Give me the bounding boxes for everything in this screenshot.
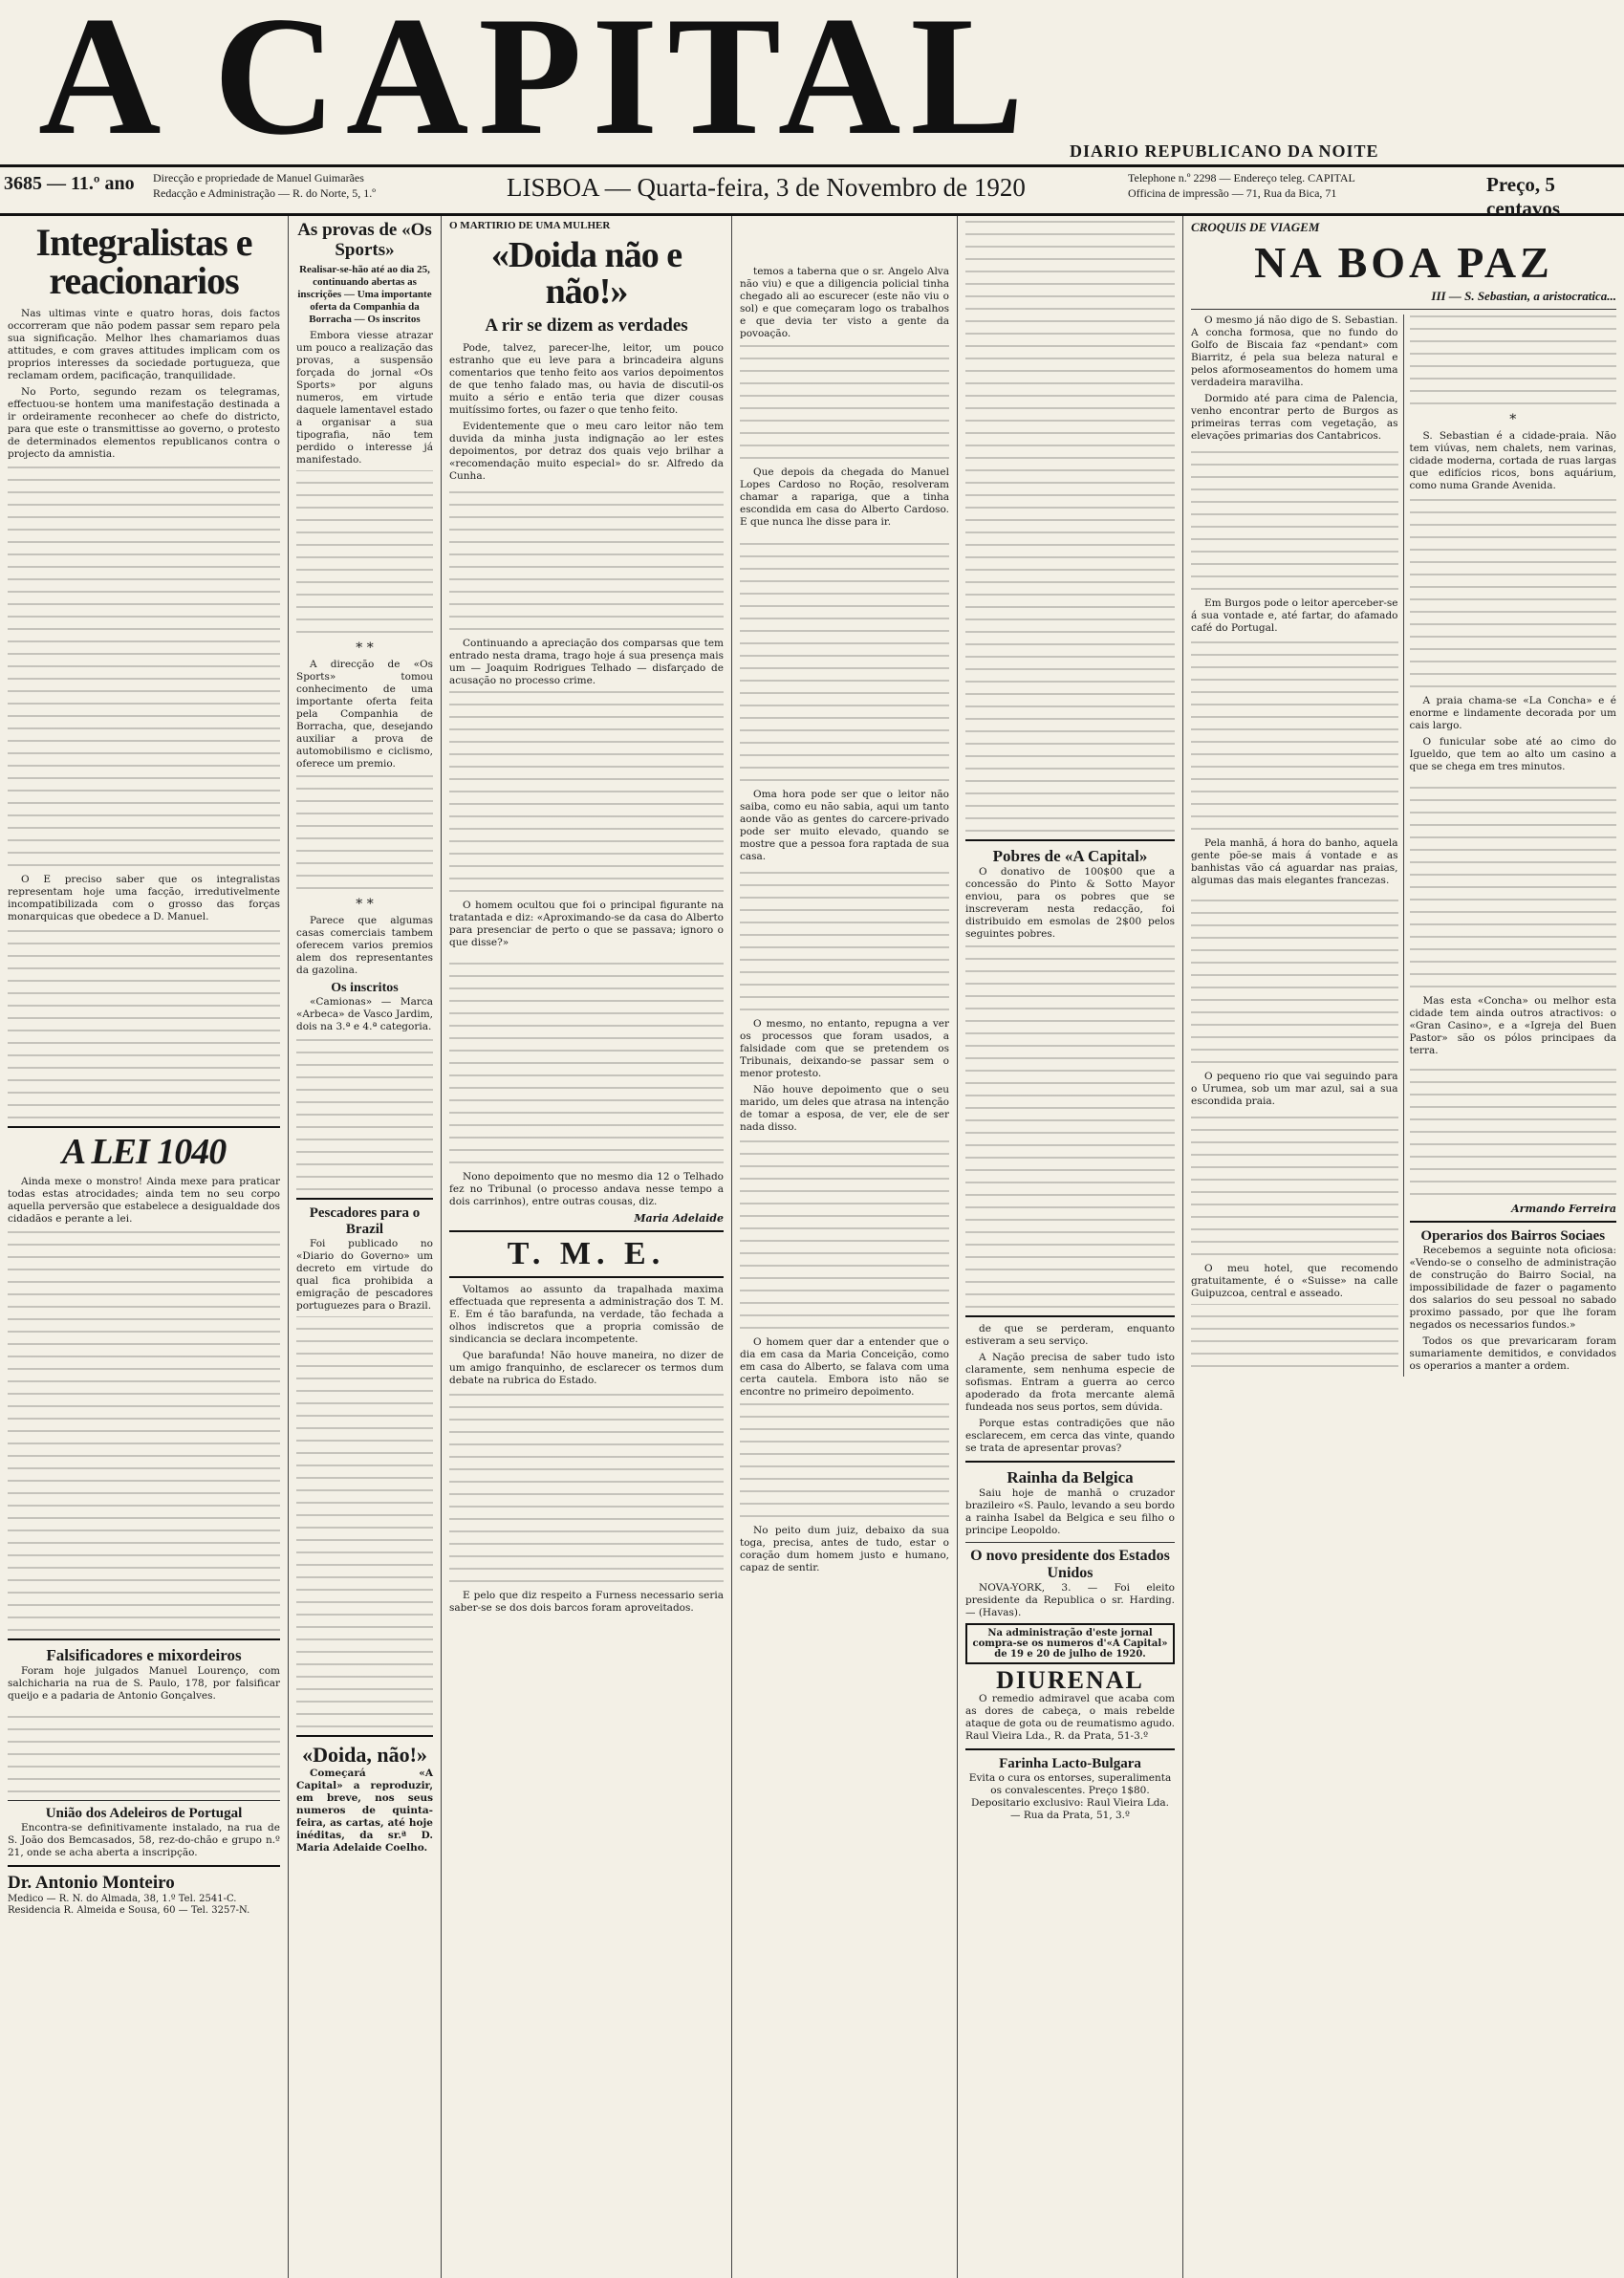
column-5 [958, 216, 1183, 2278]
text-block [296, 470, 433, 633]
divider [1410, 1221, 1617, 1223]
article-paragraph: Nas ultimas vinte e quatro horas, dois factos occorreram que não podem passar sem reparo pela sua significação. Melhor lhes chamariamos duas attitudes, e com graves attitudes implicam com os proprios interesses da sociedade portugueza, que reclamam ordem, pacificação, tranquilidade. [8, 308, 280, 381]
article-paragraph: Que depois da chegada do Manuel Lopes Cardoso no Roção, resolveram chamar a rapariga, que a tinha escondida em casa do Alberto Cardoso. E que nunca lhe disse para ir. [740, 466, 949, 528]
article-paragraph: NOVA-YORK, 3. — Foi eleito presidente da Republica o sr. Harding. — (Havas). [965, 1582, 1175, 1618]
headline-operarios: Operarios dos Bairros Sociaes [1420, 1228, 1606, 1244]
divider [965, 1748, 1175, 1750]
divider [8, 1865, 280, 1867]
article-paragraph: Foram hoje julgados Manuel Lourenço, com salchicharia na rua de S. Paulo, 178, por falsificar queijo e a padaria de Antonio Gonçalves. [8, 1665, 280, 1702]
divider [8, 1126, 280, 1128]
article-paragraph: Oma hora pode ser que o leitor não saiba, como eu não sabia, aqui um tanto aonde vão as gentes do carcere-privado pode ser muito elevado, quando se mostre que a pessoa fora raptada de sua casa. [740, 789, 949, 862]
article-paragraph: Ainda mexe o monstro! Ainda mexe para praticar todas estas atrocidades; ainda tem no seu corpo aquella perversão que estabelece a desigualdade dos cidadãos e perante a lei. [8, 1176, 280, 1225]
subhead-os-sports: Realisar-se-hão até ao dia 25, continuando abertas as inscrições — Uma importante oferta da Companhia da Borracha — Os inscritos [297, 264, 432, 325]
ad-doctor-name: Dr. Antonio Monteiro [8, 1873, 175, 1893]
article-paragraph: Pode, talvez, parecer-lhe, leitor, um pouco estranho que eu leve para a brincadeira alguns comentarios que tenho feito aos varios depoimentos de que tenho falado mas, ou havia de discutil-os muito a sério e então teria que dizer cousas muitíssimo fortes, ou fazer o que tenho feito. [449, 342, 724, 416]
text-block [8, 1706, 280, 1792]
headline-lei-1040: A LEI 1040 [61, 1132, 227, 1172]
article-paragraph: S. Sebastian é a cidade-praia. Não tem viúvas, nem chalets, nem varinas, cidade moderna, cortada de ruas largas que edifícios ricos, bons aquárium, como numa Grande Avenida. [1409, 430, 1616, 491]
article-paragraph: «Camionas» — Marca «Arbeca» de Vasco Jardim, dois na 3.ª e 4.ª categoria. [296, 996, 433, 1032]
info-bar [0, 164, 1624, 220]
subhead-inscritos: Os inscritos [331, 981, 399, 995]
divider [8, 1638, 280, 1640]
divider [965, 1315, 1175, 1317]
contact-line-2: Officina de impressão — 71, Rua da Bica, 71 [1128, 186, 1337, 200]
admin-info [153, 170, 376, 201]
article-paragraph: A Nação precisa de saber tudo isto claramente, sem nenhuma especie de sofismas. Entram a guerra ao cerco apoderado da frota mercante alemã fundeada nos seus portos, sem dúvida. [965, 1352, 1175, 1413]
text-block [449, 487, 724, 630]
article-paragraph: A direcção de «Os Sports» tomou conhecimento de uma importante oferta feita pela Companhia de Borracha, que, desejando auxiliar a prova de automobilismo e ciclismo, oferece um premio. [296, 659, 433, 770]
text-block [449, 691, 724, 892]
article-paragraph: Voltamos ao assunto da trapalhada maxima effectuada que representa a administração dos T. M. E. Em é tão barafunda, na verdade, tão fechada a olhos indiscretos que a propria comissão de sindicancia se declara incompetente. [449, 1284, 724, 1345]
signature: Armando Ferreira [1511, 1203, 1616, 1215]
newspaper-title: A CAPITAL [38, 0, 1034, 170]
notice-box: Na administração d'este jornal compra-se os numeros d'«A Capital» de 19 e 20 de julho de 1920. [965, 1623, 1175, 1664]
headline-uniao-adeleiros: União dos Adeleiros de Portugal [45, 1806, 243, 1821]
divider [8, 1800, 280, 1801]
text-block [1191, 1112, 1398, 1255]
kicker-croquis: CROQUIS DE VIAGEM [1191, 220, 1320, 234]
price: Preço, 5 centavos [1486, 173, 1560, 220]
article-paragraph: No peito dum juiz, debaixo da sua toga, precisa, antes de tudo, estar o coração dum homem justo e humano, capaz de sentir. [740, 1525, 949, 1573]
article-paragraph: O pequeno rio que vai seguindo para o Urumea, sob um mar azul, sai a sua escondida praia. [1191, 1071, 1398, 1107]
headline-os-sports: As provas de «Os Sports» [297, 220, 432, 260]
issue-number: 3685 — 11.º ano [4, 173, 135, 194]
divider [449, 1276, 724, 1278]
text-block [1410, 1061, 1617, 1195]
article-paragraph: O E preciso saber que os integralistas representam hoje uma facção, irredutivelmente incompatibilizada com o grosso das forças monarquicas que obedece a D. Manuel. [8, 874, 280, 922]
article-paragraph: Em Burgos pode o leitor aperceber-se á sua vontade e, até fartar, do afamado café do Portugal. [1191, 597, 1398, 634]
column-6 [1183, 216, 1624, 2278]
ad-paragraph: Evita o cura os entorses, superalimenta os convalescentes. Preço 1$80. Depositario exclusivo: Raul Vieira Lda. — Rua da Prata, 51, 3.º [968, 1772, 1172, 1821]
article-paragraph: de que se perderam, enquanto estiveram a seu serviço. [965, 1323, 1175, 1347]
text-block [8, 1229, 280, 1631]
text-block [296, 774, 433, 889]
column-1 [0, 216, 289, 2278]
text-block [1410, 496, 1617, 687]
headline-integralistas: Integralistas e reacionarios [35, 221, 252, 302]
column-3 [442, 216, 732, 2278]
divider [296, 1735, 433, 1737]
article-paragraph: Não houve depoimento que o seu marido, um deles que atrasa na intenção de tomar a esposa, de ver, ele de ser nada disso. [740, 1084, 949, 1133]
divider [965, 1461, 1175, 1463]
headline-farinha: Farinha Lacto-Bulgara [999, 1756, 1141, 1771]
headline-presidente-eua: O novo presidente dos Estados Unidos [970, 1548, 1170, 1581]
headline-rainha-belgica: Rainha da Belgica [1007, 1468, 1134, 1486]
article-paragraph: O funicular sobe até ao cimo do Igueldo, que tem ao alto um casino a que se chega em tres minutos. [1409, 736, 1616, 772]
text-block [449, 953, 724, 1163]
article-paragraph: Pela manhã, á hora do banho, aquela gente põe-se mais á vontade e as banhistas vão cá aguardar nas praias, algumas das mais elegantes francezas. [1191, 837, 1398, 886]
article-paragraph: Porque estas contradições que não esclarecem, em cerca das vinte, quando se trata de apresentar provas? [965, 1418, 1175, 1454]
divider [296, 1198, 433, 1200]
article-paragraph: O mesmo, no entanto, repugna a ver os processos que foram usados, a falsidade com que se pretendem os Tribunais, deixando-se passar sem o menor protesto. [740, 1018, 949, 1079]
article-paragraph: O homem quer dar a entender que o dia em casa da Maria Conceição, como em casa do Alberto, se falava com uma certa cautela. Embora isto não se encontre no primeiro depoimento. [740, 1336, 949, 1398]
text-block [740, 1402, 949, 1517]
text-block [296, 1037, 433, 1190]
article-paragraph: Todos os que prevaricaram foram sumariamente demitidos, e convidados os operarios a manter a ordem. [1409, 1335, 1616, 1372]
separator-stars: * * [356, 640, 374, 656]
subhead-s-sebastian: III — S. Sebastian, a aristocratica... [1431, 289, 1616, 303]
text-block [8, 465, 280, 866]
article-paragraph: temos a taberna que o sr. Angelo Alva não viu) e que a diligencia policial tinha chegado ali ao escurecer (este não viu o sol) e que começaram logo os trabalhos e que devia ter visto a gente da povoação. [740, 266, 949, 339]
text-block [1191, 891, 1398, 1063]
headline-diurenal: DIURENAL [996, 1666, 1144, 1694]
headline-tme: T. M. E. [507, 1236, 666, 1271]
contact-info [1128, 170, 1355, 201]
text-block [1191, 446, 1398, 590]
divider [449, 1230, 724, 1232]
article-paragraph: Continuando a apreciação dos comparsas que tem entrado nesta drama, trago hoje á sua presença mais um — Joaquim Rodrigues Telhado — disfarçado de acusação no processo crime. [449, 638, 724, 686]
admin-line-1: Direcção e propriedade de Manuel Guimarães [153, 171, 364, 184]
contact-line-1: Telephone n.º 2298 — Endereço teleg. CAPITAL [1128, 171, 1355, 184]
text-block [965, 220, 1175, 832]
text-block [8, 927, 280, 1118]
divider [965, 839, 1175, 841]
article-paragraph: Evidentemente que o meu caro leitor não tem duvida da minha justa indignação ao ler estes depoimentos, por detraz dos quais vejo brilhar a «recomendação muito especial» do sr. Alfredo da Cunha. [449, 421, 724, 482]
text-block [740, 344, 949, 459]
article-body-two-columns [1191, 315, 1616, 1377]
article-paragraph: Que barafunda! Não houve maneira, no dizer de um amigo franquinho, de esclarecer os termos dum debate na rubrica do Estado. [449, 1350, 724, 1386]
article-paragraph: Nono depoimento que no mesmo dia 12 o Telhado fez no Tribunal (o processo andava nesse tempo a dois carrinhos), entre outras cousas, diz. [449, 1171, 724, 1207]
article-paragraph: Foi publicado no «Diario do Governo» um decreto em virtude do qual fica prohibida a emigração de pescadores portuguezes para o Brazil. [296, 1238, 433, 1312]
signature: Maria Adelaide [634, 1212, 724, 1225]
headline-pescadores: Pescadores para o Brazil [309, 1205, 421, 1237]
column-2 [289, 216, 442, 2278]
column-4 [732, 216, 958, 2278]
article-paragraph: O mesmo já não digo de S. Sebastian. A concha formosa, que no fundo do Golfo de Biscaia faz «pendant» com Biarritz, é pela sua beleza natural e pelos aformoseamentos do homem uma verdadeira maravilha. [1191, 315, 1398, 388]
text-block [1191, 639, 1398, 830]
article-paragraph: A praia chama-se «La Concha» e é enorme e lindamente decorada por um cais largo. [1409, 695, 1616, 731]
subhead-rir-verdades: A rir se dizem as verdades [485, 315, 688, 336]
article-paragraph: Embora viesse atrazar um pouco a realização das provas, a suspensão forçada do jornal «Os Sports» por alguns numeros, em virtude daquele lamentavel estado a organisar a sua tipografia, não tem perdido o interesse já manifestado. [296, 330, 433, 466]
divider [1191, 309, 1616, 310]
article-paragraph: No Porto, segundo rezam os telegramas, effectuou-se hontem uma manifestação destinada a ir ordeiramente reconhecer ao chefe do districto, para que este o transmittisse ao governo, o protesto de determinados elementos republicanos contra o projecto da amnistia. [8, 386, 280, 460]
headline-pobres-capital: Pobres de «A Capital» [992, 847, 1148, 865]
newspaper-subtitle: DIARIO REPUBLICANO DA NOITE [1070, 141, 1379, 161]
article-paragraph: Encontra-se definitivamente instalado, na rua de S. João dos Bemcasados, 58, rez-do-chão e grupo n.º 21, onde se acha aberta a inscripção. [8, 1822, 280, 1858]
article-paragraph: Recebemos a seguinte nota oficiosa: «Vendo-se o conselho de administração de construção do Bairro Social, na impossibilidade de fazer o pagamento dos salarios do seu pessoal no sabado proximo passado, por que lhe foram negados os necessarios fundos.» [1409, 1245, 1616, 1331]
article-paragraph: O donativo de 100$00 que a concessão do Pinto & Sotto Mayor enviou, para os pobres que se inscreveram nesta redacção, foi distribuido em esmolas de 2$00 pelos seguintes pobres. [965, 866, 1175, 940]
text-block [740, 532, 949, 781]
headline-doida-nao-e-nao: «Doida não e não!» [490, 235, 682, 312]
kicker-martirio: O MARTIRIO DE UMA MULHER [449, 220, 611, 231]
headline-na-boa-paz: NA BOA PAZ [1254, 238, 1553, 287]
divider [965, 1542, 1175, 1543]
text-block [740, 1138, 949, 1329]
headline-doida-nao-notice: «Doida, não!» [302, 1743, 427, 1767]
article-paragraph: Dormido até para cima de Palencia, venho encontrar perto de Burgos as primeiras terras com vegetação, as elevações primarias dos Cantabricos. [1191, 393, 1398, 442]
text-block [740, 867, 949, 1010]
separator-star: * [1509, 412, 1517, 427]
article-paragraph: O homem ocultou que foi o principal figurante na tratantada e diz: «Aproximando-se da casa do Alberto para presenciar de perto o que se passava; ignoro o que disse?» [449, 900, 724, 948]
article-paragraph: E pelo que diz respeito a Furness necessario seria saber-se se dos dois barcos foram aproveitados. [449, 1590, 724, 1614]
article-paragraph: Começará «A Capital» a reproduzir, em breve, nos seus numeros de quinta-feira, as cartas, até hoje inéditas, da sr.ª D. Maria Adelaide Coelho. [296, 1768, 433, 1854]
admin-line-2: Redacção e Administração — R. do Norte, 5, 1.º [153, 186, 376, 200]
headline-falsificadores: Falsificadores e mixordeiros [46, 1646, 242, 1664]
separator-stars: * * [356, 897, 374, 912]
article-paragraph: Parece que algumas casas comerciais tambem oferecem varios premios alem dos representantes da gazolina. [296, 915, 433, 976]
ad-paragraph: O remedio admiravel que acaba com as dores de cabeça, o mais rebelde ataque de gota ou de reumatismo agudo. Raul Vieira Lda., R. da Prata, 51-3.º [965, 1693, 1175, 1742]
article-paragraph: Saiu hoje de manhã o cruzador brazileiro «S. Paulo, levando a seu bordo a rainha Isabel da Belgica e seu filho o principe Leopoldo. [965, 1487, 1175, 1536]
text-block [296, 1316, 433, 1727]
text-block [1410, 777, 1617, 987]
article-paragraph: O meu hotel, que recomendo gratuitamente, é o «Suisse» na calle Guipuzcoa, central e asseado. [1191, 1263, 1398, 1299]
ad-doctor-detail: Medico — R. N. do Almada, 38, 1.º Tel. 2541-C. Residencia R. Almeida e Sousa, 60 — Tel. 3257-N. [8, 1894, 250, 1916]
article-paragraph: Mas esta «Concha» ou melhor esta cidade tem ainda outros atractivos: o «Gran Casino», e a «Igreja del Buen Pastor» são os pólos principaes da terra. [1409, 995, 1616, 1056]
publication-date: LISBOA — Quarta-feira, 3 de Novembro de 1920 [507, 173, 1026, 202]
text-block [449, 1391, 724, 1582]
masthead [0, 0, 1624, 182]
text-block [965, 944, 1175, 1308]
